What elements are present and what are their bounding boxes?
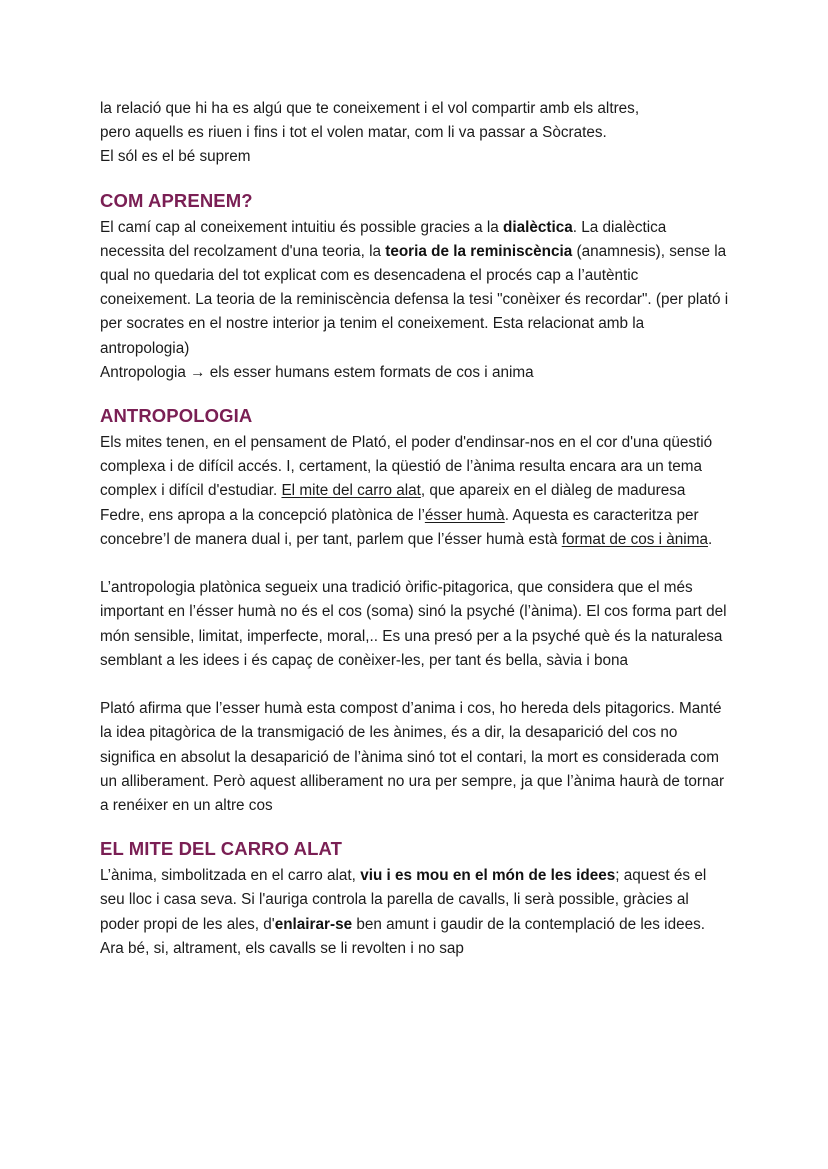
paragraph-anima-carro: L’ànima, simbolitzada en el carro alat, viu i es mou en el món de les idees; aquest és el seu lloc i casa seva. Si l'auriga controla la parella de cavalls, li serà possible, gràcies al poder propi de les ales, d'enlairar-se ben amunt i gaudir de la contemplació de les idees. Ara bé, si, altrament, els cavalls se li revolten i no sap <box>100 867 707 957</box>
heading-antropologia: ANTROPOLOGIA <box>100 405 253 427</box>
intro-paragraph <box>100 97 732 170</box>
intro-line: la relació que hi ha es algú que te coneixement i el vol compartir amb els altres, <box>100 100 640 117</box>
term-viu-mou: viu i es mou en el món de les idees <box>360 867 616 885</box>
paragraph-mites: Els mites tenen, en el pensament de Plató, el poder d'endinsar-nos en el cor d'una qüestió complexa i de difícil accés. I, certament, la qüestió de l’ànima resulta encara ara un tema complex i difícil d'estudiar. El mite del carro alat, que apareix en el diàleg de maduresa Fedre, ens apropa a la concepció platònica de l’ésser humà. Aquesta es caracteritza per concebre’l de manera dual i, per tant, parlem que l’ésser humà està format de cos i ànima. <box>100 434 713 548</box>
term-enlairar-se: enlairar-se <box>274 915 353 933</box>
underlined-esser-huma: ésser humà <box>424 506 505 524</box>
underlined-format-cos-anima: format de cos i ànima <box>561 530 708 548</box>
paragraph-tradicio-orfic: L’antropologia platònica segueix una tradició òrific-pitagorica, que considera que el més important en l’ésser humà no és el cos (soma) sinó la psyché (l’ànima). El cos forma part del món sensible, limitat, imperfecte, moral,.. Es una presó per a la psyché què és la naturalesa semblant a les idees i és capaç de conèixer-les, per tant és bella, sàvia i bona <box>100 579 727 669</box>
paragraph-spacer <box>100 552 732 576</box>
paragraph-plato-afirma: Plató afirma que l’esser humà esta compost d’anima i cos, ho hereda dels pitagorics. Manté la idea pitagòrica de la transmigació de les ànimes, és a dir, la desaparició del cos no significa en absolut la desaparició de l’ànima sinó tot el contari, la mort es considerada com un alliberament. Però aquest alliberament no ura per sempre, ja que l’ànima haurà de tornar a renéixer en un altre cos <box>100 700 725 815</box>
heading-com-aprenem: COM APRENEM? <box>100 189 253 211</box>
intro-line: El sól es el bé suprem <box>100 148 251 166</box>
paragraph-spacer <box>100 673 732 697</box>
heading-mite-carro-alat: EL MITE DEL CARRO ALAT <box>100 838 343 860</box>
paragraph-reminiscencia: El camí cap al coneixement intuitiu és possible gracies a la dialèctica. La dialèctica necessita del recolzament d'una teoria, la teoria de la reminiscència (anamnesis), sense la qual no quedaria del tot explicat com es desencadena el procés cap a l’autèntic coneixement. La teoria de la reminiscència defensa la tesi "conèixer és recordar". (per plató i per socrates en el nostre interior ja tenim el coneixement. Esta relacionat amb la antropologia) <box>100 218 729 357</box>
intro-line: pero aquells es riuen i fins i tot el volen matar, com li va passar a Sòcrates. <box>100 124 607 142</box>
term-teoria-reminiscencia: teoria de la reminiscència <box>385 242 573 260</box>
paragraph-antropologia-note: Antropologia → els esser humans estem formats de cos i anima <box>100 363 534 381</box>
underlined-mite-carro-alat: El mite del carro alat <box>281 482 421 500</box>
term-dialectica: dialèctica <box>503 218 573 236</box>
